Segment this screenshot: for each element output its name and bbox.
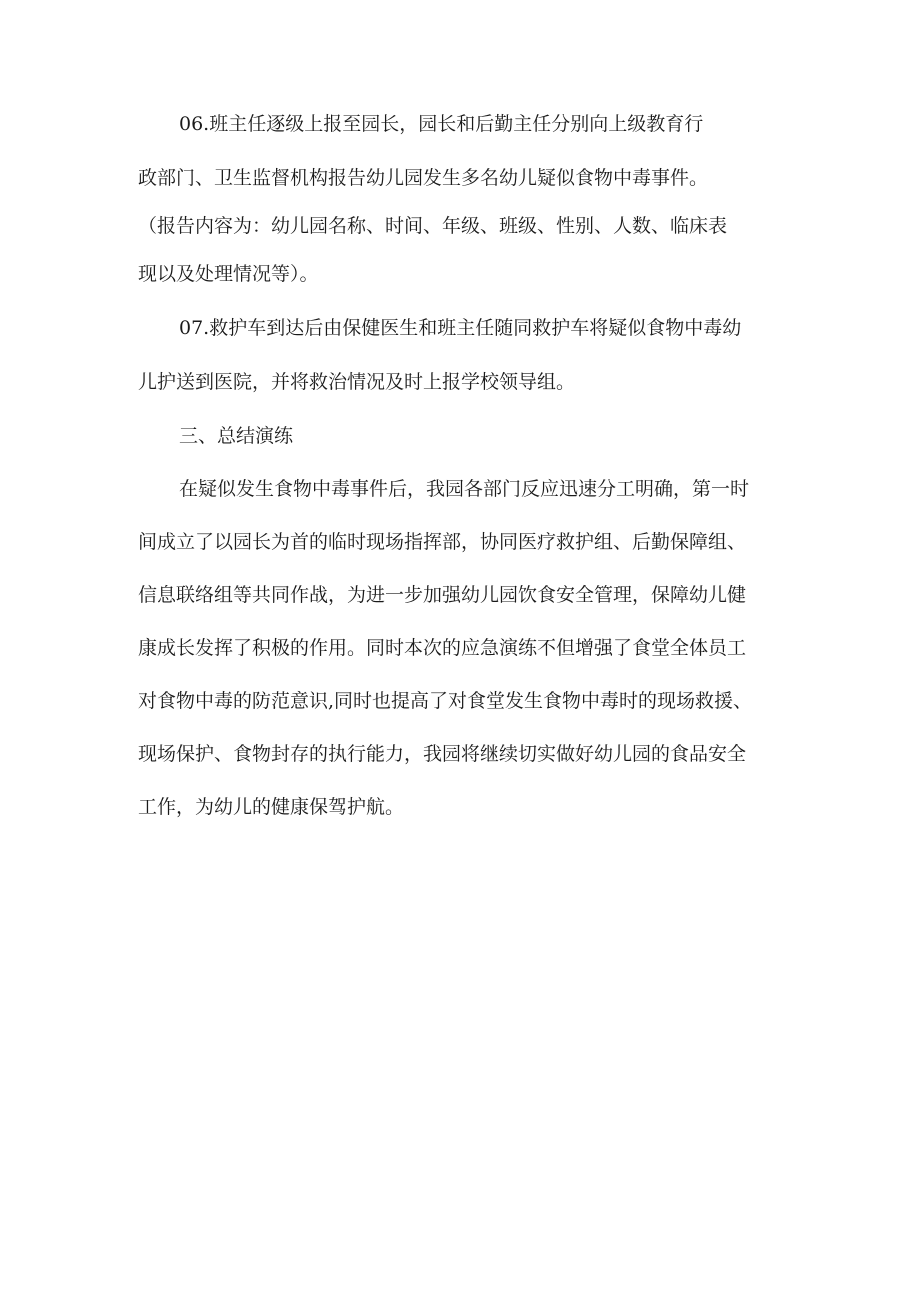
- paragraph-line: 信息联络组等共同作战，为进一步加强幼儿园饮食安全管理，保障幼儿健: [138, 584, 747, 606]
- paragraph-line: 现以及处理情况等）。: [138, 263, 319, 285]
- document-body: [138, 114, 788, 817]
- paragraph-line: （报告内容为：幼儿园名称、时间、年级、班级、性别、人数、临床表: [138, 215, 728, 237]
- paragraph-summary: [138, 479, 788, 817]
- paragraph-line: 儿护送到医院，并将救治情况及时上报学校领导组。: [138, 371, 576, 393]
- paragraph-line: 康成长发挥了积极的作用。同时本次的应急演练不但增强了食堂全体员工: [138, 637, 747, 659]
- paragraph-07: [138, 318, 788, 392]
- paragraph-line: 政部门、卫生监督机构报告幼儿园发生多名幼儿疑似食物中毒事件。: [138, 167, 709, 189]
- paragraph-line: 06.班主任逐级上报至园长，园长和后勤主任分别向上级教育行: [179, 113, 704, 135]
- paragraph-line: 工作，为幼儿的健康保驾护航。: [138, 796, 405, 818]
- paragraph-line: 07.救护车到达后由保健医生和班主任随同救护车将疑似食物中毒幼: [179, 317, 742, 339]
- paragraph-06: [138, 114, 788, 284]
- paragraph-line: 间成立了以园长为首的临时现场指挥部，协同医疗救护组、后勤保障组、: [138, 531, 747, 553]
- section-heading: [138, 426, 788, 446]
- paragraph-line: 在疑似发生食物中毒事件后，我园各部门反应迅速分工明确，第一时: [179, 478, 750, 500]
- paragraph-line: 对食物中毒的防范意识,同时也提高了对食堂发生食物中毒时的现场救援、: [138, 690, 753, 712]
- section-title: 三、总结演练: [179, 425, 294, 447]
- paragraph-line: 现场保护、食物封存的执行能力，我园将继续切实做好幼儿园的食品安全: [138, 743, 747, 765]
